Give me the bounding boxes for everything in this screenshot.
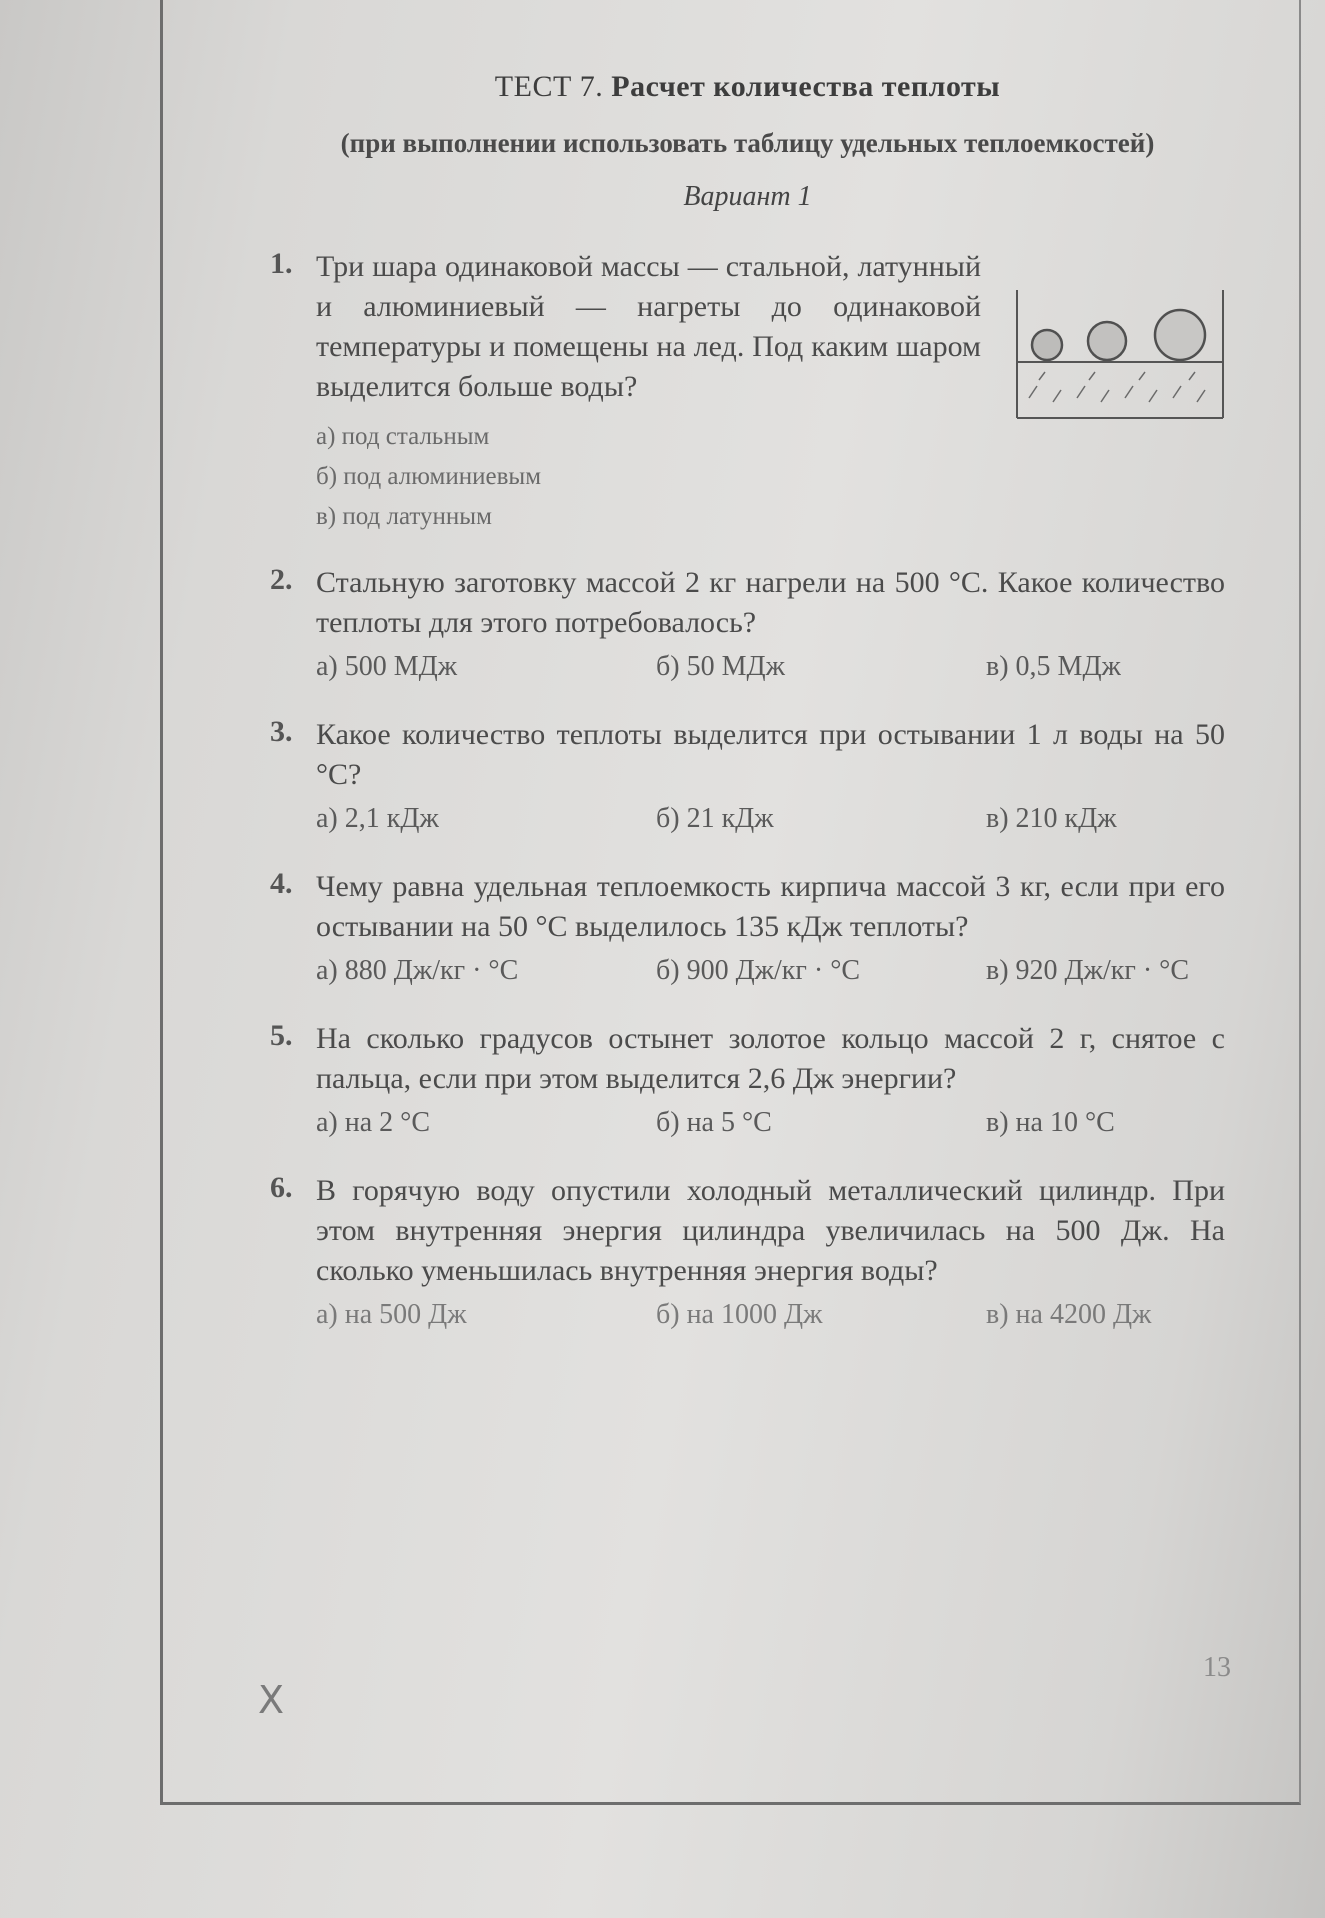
instructions: (при выполнении использовать таблицу удельных теплоемкостей) xyxy=(340,128,1155,158)
question-number: 6. xyxy=(270,1171,293,1204)
question-text: В горячую воду опустили холодный металлический цилиндр. При этом внутренняя энергия цилиндра увеличилась на 500 Дж. На сколько уменьшилась внутренняя энергия воды? xyxy=(316,1174,1225,1287)
answer-options xyxy=(316,417,1225,537)
question-3 xyxy=(270,715,1225,839)
question-text: Три шара одинаковой массы — стальной, латунный и алюминиевый — нагреты до одинаковой температуры и помещены на лед. Под каким шаром выделится больше воды? xyxy=(316,250,981,403)
answer-option[interactable]: а) под стальным xyxy=(316,423,490,450)
answer-option[interactable]: а) 880 Дж/кг · °С xyxy=(316,955,519,986)
question-text: Какое количество теплоты выделится при остывании 1 л воды на 50 °С? xyxy=(316,718,1225,791)
page-number: 13 xyxy=(1203,1652,1231,1683)
margin-mark: X xyxy=(258,1678,285,1722)
question-text: Чему равна удельная теплоемкость кирпича массой 3 кг, если при его остывании на 50 °С выделилось 135 кДж теплоты? xyxy=(316,870,1225,943)
question-number: 5. xyxy=(270,1019,293,1052)
ice-hatching xyxy=(1029,372,1205,402)
question-number: 4. xyxy=(270,867,293,900)
question-text: На сколько градусов остынет золотое кольцо массой 2 г, снятое с пальца, если при этом выделится 2,6 Дж энергии? xyxy=(316,1022,1225,1095)
answer-option[interactable]: б) 21 кДж xyxy=(656,803,774,834)
answer-option[interactable]: б) под алюминиевым xyxy=(316,463,542,490)
answer-option[interactable]: а) 500 МДж xyxy=(316,651,458,682)
answer-option[interactable]: б) 900 Дж/кг · °С xyxy=(656,955,861,986)
test-content xyxy=(270,70,1225,1335)
question-number: 1. xyxy=(270,247,293,280)
answer-options xyxy=(316,799,1225,839)
answer-option[interactable]: в) на 10 °С xyxy=(986,1107,1115,1138)
answer-option[interactable]: а) 2,1 кДж xyxy=(316,803,439,834)
answer-option[interactable]: а) на 2 °С xyxy=(316,1107,431,1138)
question-text: Стальную заготовку массой 2 кг нагрели на 500 °С. Какое количество теплоты для этого потребовалось? xyxy=(316,566,1225,639)
answer-option[interactable]: в) 0,5 МДж xyxy=(986,651,1121,682)
question-2 xyxy=(270,563,1225,687)
question-number: 2. xyxy=(270,563,293,596)
balls-on-ice-figure xyxy=(1015,290,1225,420)
test-title: Расчет количества теплоты xyxy=(611,70,1001,103)
question-6 xyxy=(270,1171,1225,1335)
answer-option[interactable]: в) на 4200 Дж xyxy=(986,1299,1152,1330)
question-5 xyxy=(270,1019,1225,1143)
answer-option[interactable]: в) 210 кДж xyxy=(986,803,1117,834)
answer-option[interactable]: а) на 500 Дж xyxy=(316,1299,467,1330)
answer-option[interactable]: б) на 1000 Дж xyxy=(656,1299,823,1330)
answer-option[interactable]: в) 920 Дж/кг · °С xyxy=(986,955,1190,986)
aluminum-ball-icon xyxy=(1155,310,1205,360)
variant-label: Вариант 1 xyxy=(683,181,812,212)
answer-options xyxy=(316,1295,1225,1335)
brass-ball-icon xyxy=(1088,322,1126,360)
answer-options xyxy=(316,951,1225,991)
answer-option[interactable]: б) 50 МДж xyxy=(656,651,785,682)
answer-option[interactable]: в) под латунным xyxy=(316,503,492,530)
test-label: ТЕСТ 7. xyxy=(494,70,604,103)
answer-option[interactable]: б) на 5 °С xyxy=(656,1107,772,1138)
answer-options xyxy=(316,647,1225,687)
question-4 xyxy=(270,867,1225,991)
steel-ball-icon xyxy=(1032,330,1062,360)
answer-options xyxy=(316,1103,1225,1143)
question-number: 3. xyxy=(270,715,293,748)
page-title xyxy=(270,70,1225,104)
